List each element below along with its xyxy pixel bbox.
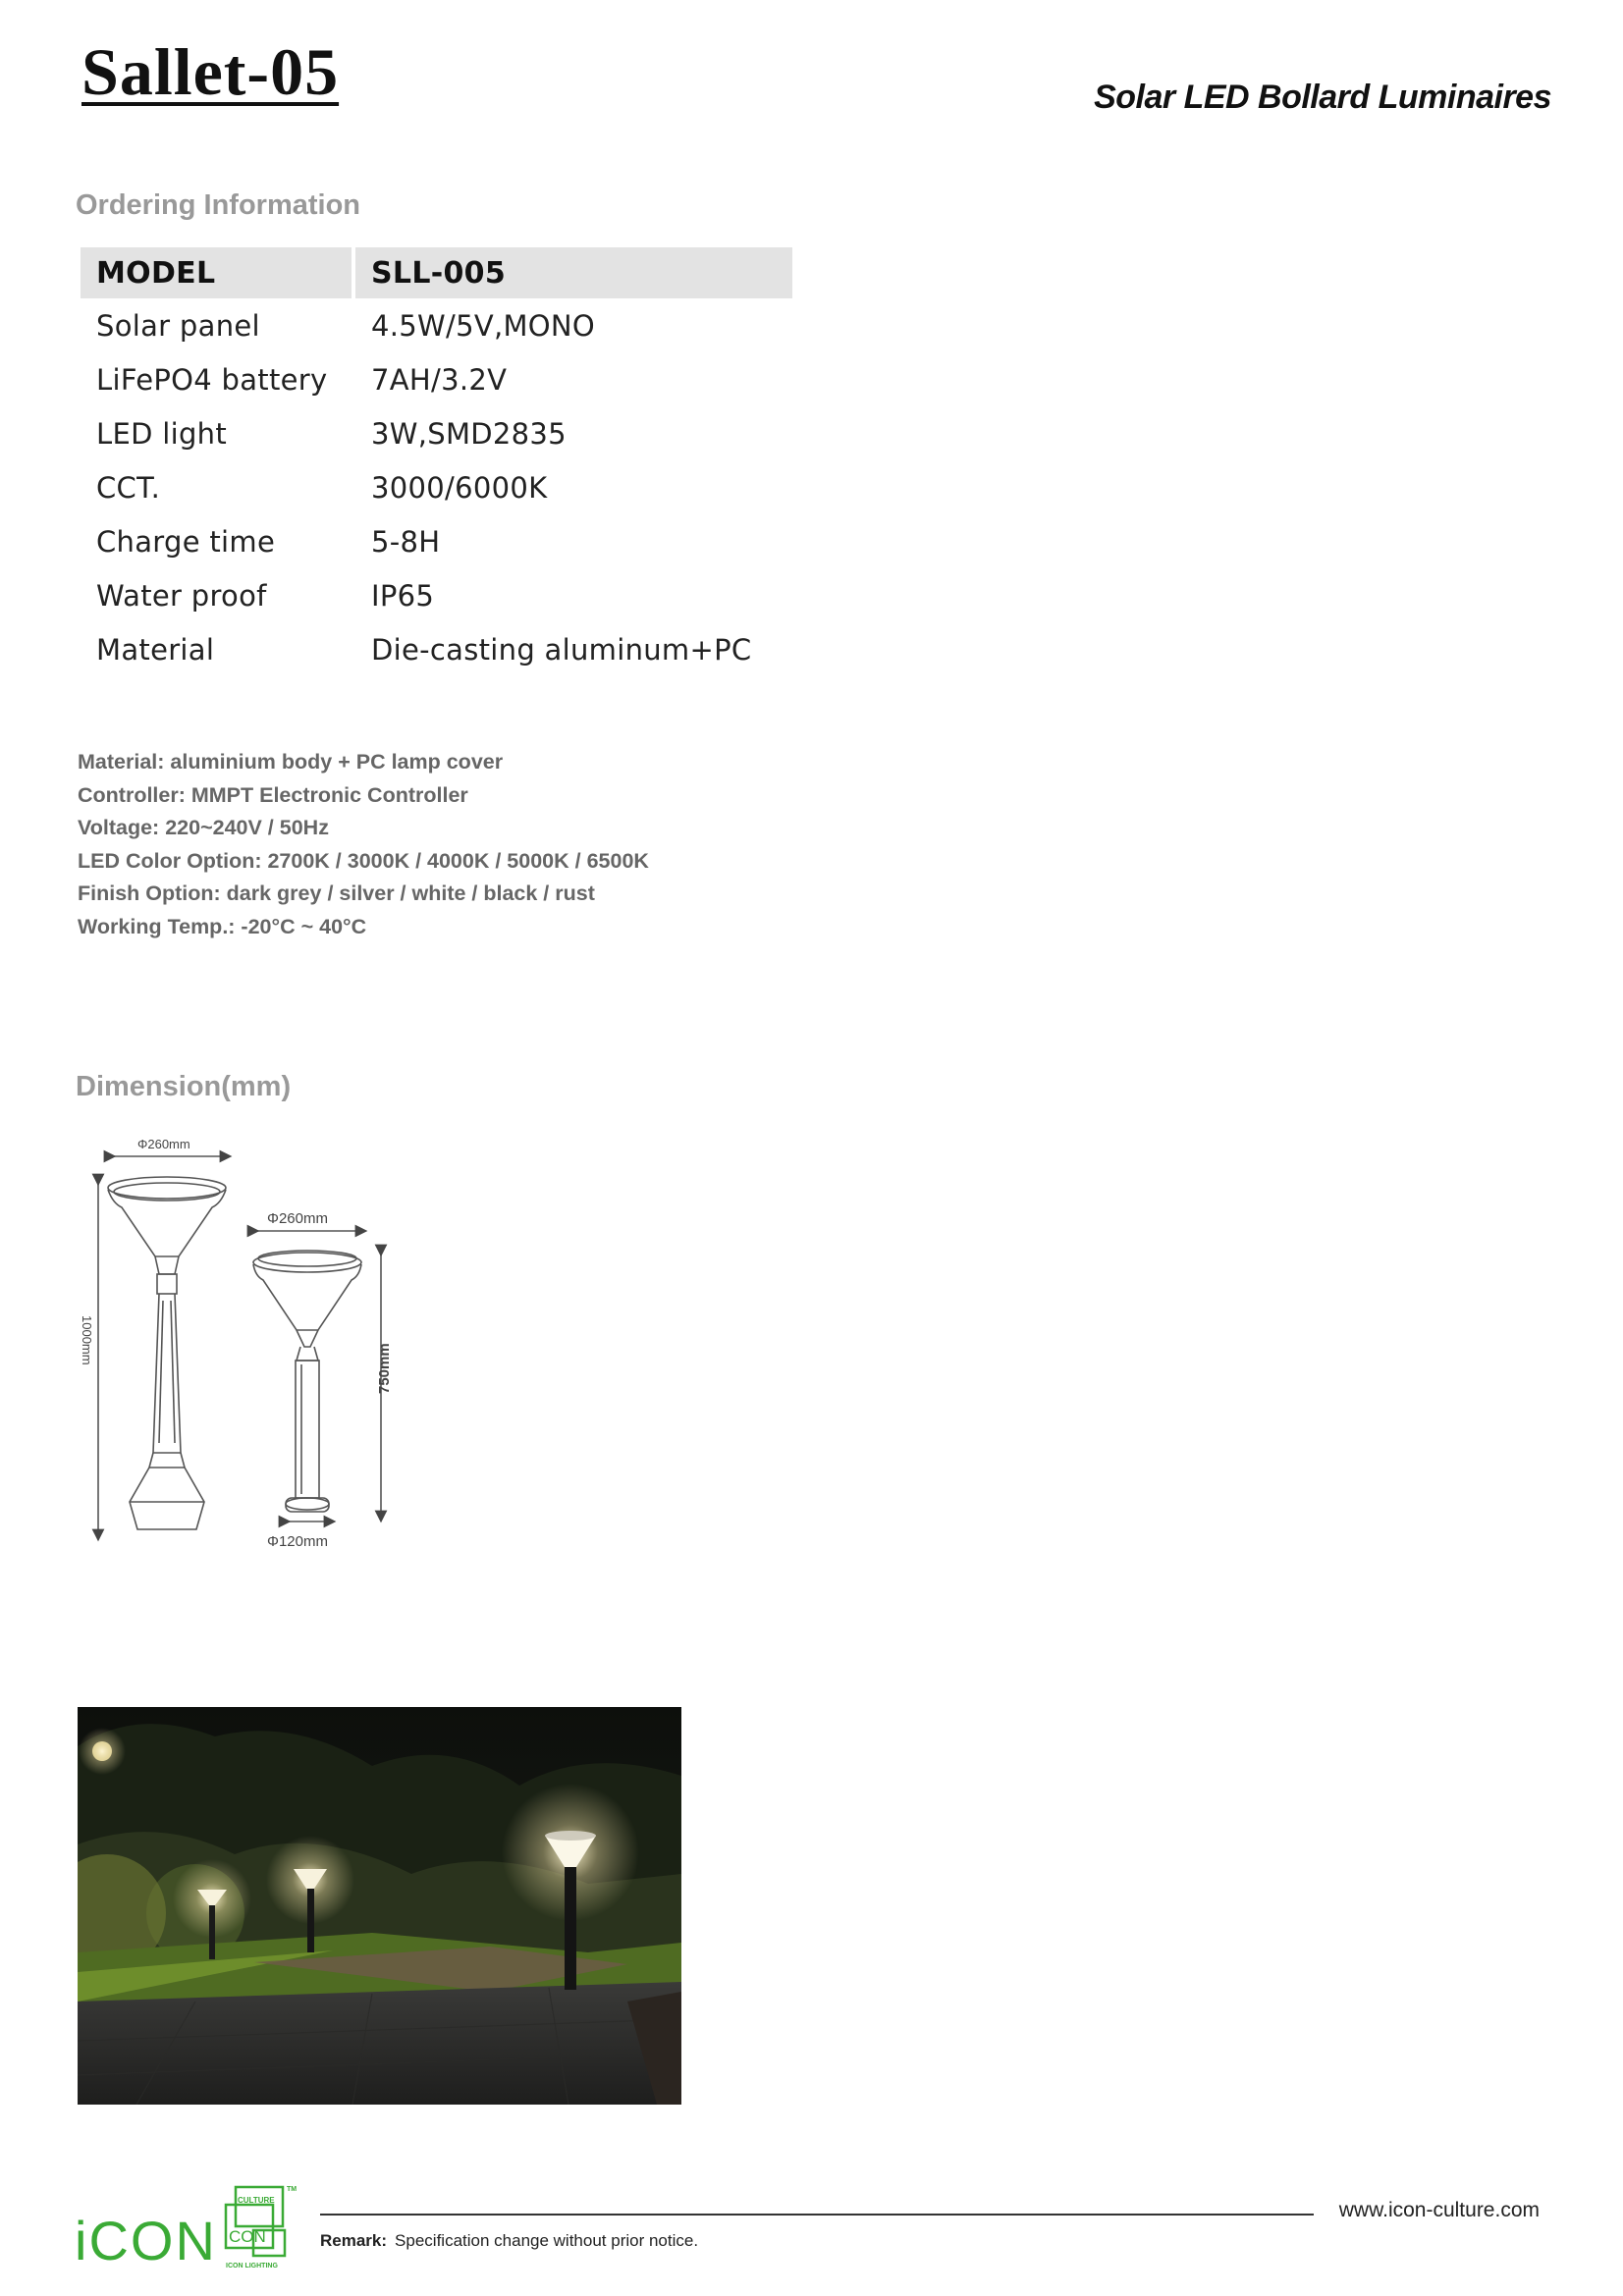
table-row bbox=[81, 406, 792, 460]
feature-item: Finish Option: dark grey / silver / white / black / rust bbox=[78, 881, 595, 906]
large-diameter-label: Φ260mm bbox=[137, 1137, 190, 1151]
spec-value: 5-8H bbox=[371, 524, 441, 559]
feature-item: Working Temp.: -20°C ~ 40°C bbox=[78, 914, 367, 938]
spec-label: CCT. bbox=[96, 470, 161, 505]
spec-label: LED light bbox=[96, 416, 228, 451]
page-subtitle: Solar LED Bollard Luminaires bbox=[1094, 79, 1551, 116]
spec-value: 4.5W/5V,MONO bbox=[371, 308, 596, 343]
remark-text: Specification change without prior notice. bbox=[395, 2231, 699, 2250]
feature-item: Voltage: 220~240V / 50Hz bbox=[78, 816, 329, 840]
website-url: www.icon-culture.com bbox=[1338, 2199, 1540, 2221]
table-header-row bbox=[81, 247, 792, 298]
ordering-heading: Ordering Information bbox=[76, 189, 360, 221]
feature-list bbox=[78, 746, 649, 944]
spec-value: Die-casting aluminum+PC bbox=[371, 632, 752, 667]
logo-mark-bottom-text: ICON LIGHTING bbox=[226, 2263, 278, 2269]
feature-item: LED Color Option: 2700K / 3000K / 4000K / 5000K / 6500K bbox=[78, 848, 649, 873]
table-row bbox=[81, 622, 792, 676]
brand-logo-text: iCON bbox=[75, 2210, 217, 2271]
spec-label: LiFePO4 battery bbox=[96, 362, 328, 397]
spec-value: 3W,SMD2835 bbox=[371, 416, 567, 451]
small-diameter-label: Φ260mm bbox=[267, 1210, 328, 1227]
table-row bbox=[81, 568, 792, 622]
spec-label: Material bbox=[96, 632, 215, 667]
feature-item: Material: aluminium body + PC lamp cover bbox=[78, 750, 504, 774]
dimension-heading: Dimension(mm) bbox=[76, 1071, 292, 1102]
spec-value: IP65 bbox=[371, 578, 435, 613]
table-row bbox=[81, 460, 792, 514]
spec-label: Charge time bbox=[96, 524, 276, 559]
spec-table bbox=[77, 247, 796, 676]
table-header-cell: MODEL bbox=[81, 247, 352, 298]
brand-logo-mark-icon bbox=[224, 2181, 302, 2271]
spec-value: 7AH/3.2V bbox=[371, 362, 508, 397]
page-title: Sallet-05 bbox=[81, 34, 340, 109]
footer-divider bbox=[320, 2214, 1314, 2216]
spec-value: 3000/6000K bbox=[371, 470, 548, 505]
logo-mark-mid-text: CON bbox=[229, 2227, 266, 2246]
night-scene-illustration bbox=[78, 1707, 681, 2105]
small-base-label: Φ120mm bbox=[267, 1533, 328, 1550]
feature-item: Controller: MMPT Electronic Controller bbox=[78, 782, 468, 807]
remark-label: Remark: bbox=[320, 2231, 388, 2250]
spec-label: Solar panel bbox=[96, 308, 260, 343]
dimension-drawing bbox=[69, 1129, 442, 1571]
logo-tm-text: TM bbox=[287, 2186, 298, 2193]
spec-label: Water proof bbox=[96, 578, 267, 613]
logo-mark-top-text: CULTURE bbox=[238, 2196, 275, 2205]
table-row bbox=[81, 352, 792, 406]
footer-remark bbox=[320, 2231, 698, 2251]
table-row bbox=[81, 298, 792, 352]
table-header-cell: SLL-005 bbox=[355, 247, 792, 298]
product-photo bbox=[78, 1707, 681, 2105]
table-row bbox=[81, 514, 792, 568]
large-height-label: 1000mm bbox=[80, 1315, 94, 1365]
small-height-label: 750mm bbox=[376, 1343, 393, 1394]
